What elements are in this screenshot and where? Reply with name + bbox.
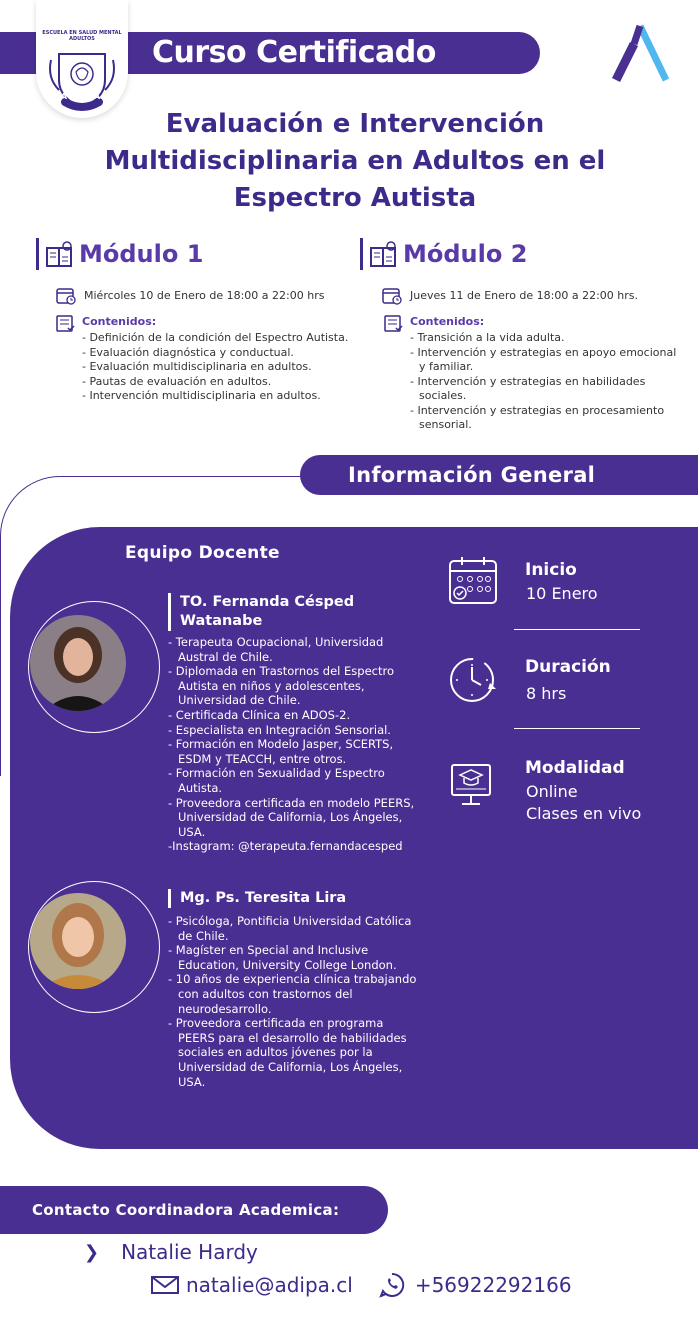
teacher-credentials — [168, 914, 418, 1089]
calendar-icon — [382, 286, 402, 305]
stat-value: Online — [526, 782, 578, 801]
avatar — [30, 893, 126, 989]
stat-value: 10 Enero — [526, 584, 598, 603]
list-item: - Especialista en Integración Sensorial. — [168, 722, 391, 737]
list-item: - Magíster en Special and Inclusive Education, University College London. — [168, 943, 397, 972]
badge-brand: ADIPA — [60, 92, 104, 101]
list-item: - Terapeuta Ocupacional, Universidad Austral de Chile. — [168, 635, 384, 664]
module-1 — [36, 236, 366, 404]
contact-name-row — [84, 1240, 258, 1264]
calendar-check-icon — [448, 555, 500, 607]
book-lightbulb-icon — [45, 240, 75, 268]
adipa-crest-icon — [45, 46, 119, 116]
team-title: Equipo Docente — [125, 543, 280, 563]
contents-label: Contenidos: — [82, 315, 157, 328]
list-item: - Certificada Clínica en ADOS-2. — [168, 707, 351, 722]
avatar — [30, 615, 126, 711]
contact-heading: Contacto Coordinadora Academica: — [0, 1186, 388, 1234]
stat-mode — [448, 758, 668, 823]
divider — [514, 728, 640, 729]
info-panel — [10, 527, 698, 1149]
calendar-icon — [56, 286, 76, 305]
module-contents-list — [82, 331, 366, 404]
checklist-icon — [56, 315, 76, 333]
chevron-right-icon: ❯ — [84, 1241, 100, 1263]
module-accent-bar — [36, 238, 39, 270]
stat-label: Inicio — [525, 560, 577, 580]
contact-email-link[interactable]: natalie@adipa.cl — [186, 1273, 353, 1297]
list-item: - Transición a la vida adulta. — [410, 331, 565, 344]
envelope-icon — [150, 1274, 180, 1296]
module-title: Módulo 1 — [79, 240, 204, 268]
list-item: - Evaluación multidisciplinaria en adultos. — [82, 360, 312, 373]
list-item: - Psicóloga, Pontificia Universidad Católica de Chile. — [168, 914, 412, 943]
list-item: -Instagram: @terapeuta.fernandacesped — [168, 839, 403, 854]
list-item: - Evaluación diagnóstica y conductual. — [82, 345, 294, 359]
stat-label: Modalidad — [525, 758, 625, 778]
list-item: - Intervención y estrategias en habilidades sociales. — [410, 374, 646, 402]
list-item: - Proveedora certificada en modelo PEERS, Universidad de California, Los Ángeles, USA. — [168, 795, 415, 839]
list-item: - Formación en Sexualidad y Espectro Autista. — [168, 766, 385, 795]
list-item: - Intervención y estrategias en apoyo emocional y familiar. — [410, 345, 677, 373]
list-item: - Definición de la condición del Espectro Autista. — [82, 331, 349, 344]
list-item: - Intervención multidisciplinaria en adultos. — [82, 389, 321, 402]
book-lightbulb-icon — [369, 240, 399, 268]
module-date: Miércoles 10 de Enero de 18:00 a 22:00 hrs — [84, 289, 325, 302]
teacher-photo-placeholder — [30, 615, 126, 711]
module-date: Jueves 11 de Enero de 18:00 a 22:00 hrs. — [410, 289, 639, 302]
list-item: - Intervención y estrategias en procesamiento sensorial. — [410, 403, 665, 431]
list-item: - Pautas de evaluación en adultos. — [82, 374, 272, 388]
list-item: - Proveedora certificada en programa PEERS para el desarrollo de habilidades sociales en adultos jóvenes por la Universidad de California, Los Ángeles, USA. — [168, 1016, 407, 1089]
stat-duration — [448, 655, 668, 709]
module-accent-bar — [360, 238, 363, 270]
course-title: Evaluación e Intervención Multidisciplinaria en Adultos en el Espectro Autista — [104, 109, 606, 213]
contact-phone-link[interactable]: +56922292166 — [414, 1273, 572, 1297]
school-badge — [36, 0, 128, 118]
stat-value: 8 hrs — [526, 684, 567, 703]
module-contents-list — [410, 331, 680, 433]
module-title: Módulo 2 — [403, 240, 528, 268]
stat-start — [448, 555, 668, 611]
teacher-1 — [168, 593, 418, 854]
teacher-name: TO. Fernanda Césped Watanabe — [168, 593, 418, 631]
monitor-graduation-icon — [448, 761, 498, 809]
list-item: - Formación en Modelo Jasper, SCERTS, ESDM y TEACCH, entre otros. — [168, 737, 394, 766]
list-item: - 10 años de experiencia clínica trabajando con adultos con trastornos del neurodesarrollo. — [168, 972, 417, 1016]
adipa-logo-icon — [612, 22, 670, 84]
contact-name: Natalie Hardy — [121, 1240, 258, 1264]
divider — [514, 629, 640, 630]
checklist-icon — [384, 315, 404, 333]
module-2 — [360, 236, 690, 433]
teacher-name: Mg. Ps. Teresita Lira — [168, 889, 418, 908]
list-item: - Diplomada en Trastornos del Espectro Autista en niños y adolescentes, Universidad de Chile. — [168, 664, 395, 708]
contact-details — [150, 1272, 572, 1298]
badge-title: ESCUELA EN SALUD MENTAL ADULTOS — [42, 30, 122, 42]
contents-label: Contenidos: — [410, 315, 485, 328]
stat-value: Clases en vivo — [526, 804, 642, 823]
whatsapp-icon — [379, 1272, 405, 1298]
course-type-title: Curso Certificado — [152, 35, 436, 70]
stat-label: Duración — [525, 657, 611, 677]
teacher-credentials — [168, 635, 418, 854]
teacher-2 — [168, 889, 418, 1089]
clock-icon — [448, 655, 502, 705]
teacher-photo-placeholder — [30, 893, 126, 989]
info-general-heading: Información General — [300, 455, 698, 495]
